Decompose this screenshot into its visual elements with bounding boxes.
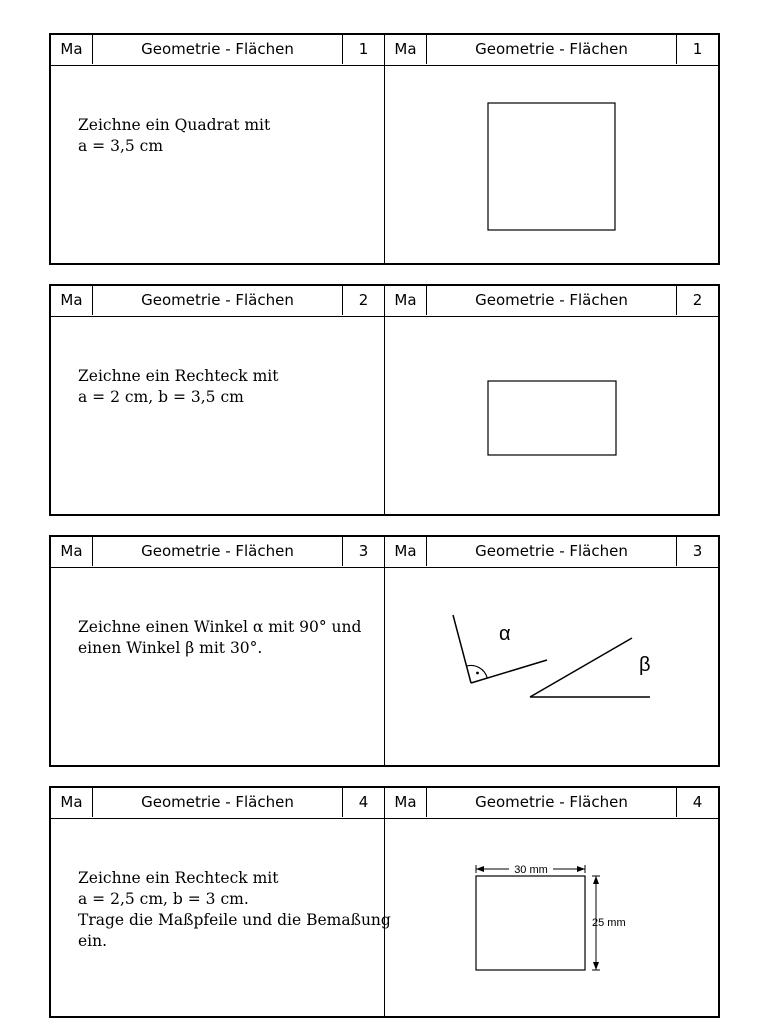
task-text <box>78 366 378 408</box>
number-cell: 2 <box>692 291 703 309</box>
arrow-up-icon <box>593 876 599 884</box>
height-label: 25 mm <box>592 917 626 929</box>
arrow-down-icon <box>593 962 599 970</box>
number-cell: 3 <box>692 542 703 560</box>
beta-ray-1 <box>530 638 632 697</box>
task-card-2 <box>49 284 720 516</box>
number-cell: 1 <box>692 40 703 58</box>
task-text <box>78 617 378 659</box>
subject-cell: Ma <box>385 286 427 315</box>
rectangle-shape <box>488 381 616 455</box>
title-cell: Geometrie - Flächen <box>93 788 343 817</box>
subject-cell: Ma <box>51 537 93 566</box>
subject-cell: Ma <box>51 35 93 64</box>
task-card-3 <box>49 535 720 767</box>
task-line: einen Winkel β mit 30°. <box>78 639 263 657</box>
dimensioned-rectangle-figure <box>385 819 718 1016</box>
card-header <box>51 35 718 66</box>
title-cell: Geometrie - Flächen <box>93 35 343 64</box>
task-line: Zeichne einen Winkel α mit 90° und <box>78 618 362 636</box>
alpha-ray-2 <box>471 660 547 683</box>
task-line: Zeichne ein Rechteck mit <box>78 367 279 385</box>
task-line: a = 2 cm, b = 3,5 cm <box>78 388 244 406</box>
task-text <box>78 868 391 952</box>
rectangle-figure <box>385 317 718 514</box>
task-line: Zeichne ein Rechteck mit <box>78 869 279 887</box>
card-header <box>51 537 718 568</box>
task-line: a = 2,5 cm, b = 3 cm. <box>78 890 249 908</box>
task-line: a = 3,5 cm <box>78 137 164 155</box>
subject-cell: Ma <box>51 788 93 817</box>
number-cell: 3 <box>358 542 369 560</box>
title-cell: Geometrie - Flächen <box>93 286 343 315</box>
width-label: 30 mm <box>514 864 548 876</box>
subject-cell: Ma <box>385 35 427 64</box>
task-card-1 <box>49 33 720 265</box>
card-header <box>51 788 718 819</box>
title-cell: Geometrie - Flächen <box>427 537 677 566</box>
subject-cell: Ma <box>385 537 427 566</box>
title-cell: Geometrie - Flächen <box>93 537 343 566</box>
subject-cell: Ma <box>385 788 427 817</box>
number-cell: 2 <box>358 291 369 309</box>
title-cell: Geometrie - Flächen <box>427 35 677 64</box>
title-cell: Geometrie - Flächen <box>427 286 677 315</box>
number-cell: 1 <box>358 40 369 58</box>
subject-cell: Ma <box>51 286 93 315</box>
alpha-label: α <box>499 623 511 645</box>
task-line: Trage die Maßpfeile und die Bemaßung <box>78 911 391 929</box>
task-line: ein. <box>78 932 108 950</box>
beta-label: β <box>639 654 651 676</box>
task-card-4 <box>49 786 720 1018</box>
square-shape <box>488 103 615 230</box>
title-cell: Geometrie - Flächen <box>427 788 677 817</box>
arrow-left-icon <box>476 866 484 872</box>
task-line: Zeichne ein Quadrat mit <box>78 116 271 134</box>
angles-figure <box>385 568 718 765</box>
right-angle-dot <box>476 672 479 675</box>
alpha-ray-1 <box>453 615 471 683</box>
card-header <box>51 286 718 317</box>
task-text <box>78 115 378 157</box>
arrow-right-icon <box>577 866 585 872</box>
rectangle-shape <box>476 876 585 970</box>
number-cell: 4 <box>692 793 703 811</box>
number-cell: 4 <box>358 793 369 811</box>
square-figure <box>385 66 718 263</box>
